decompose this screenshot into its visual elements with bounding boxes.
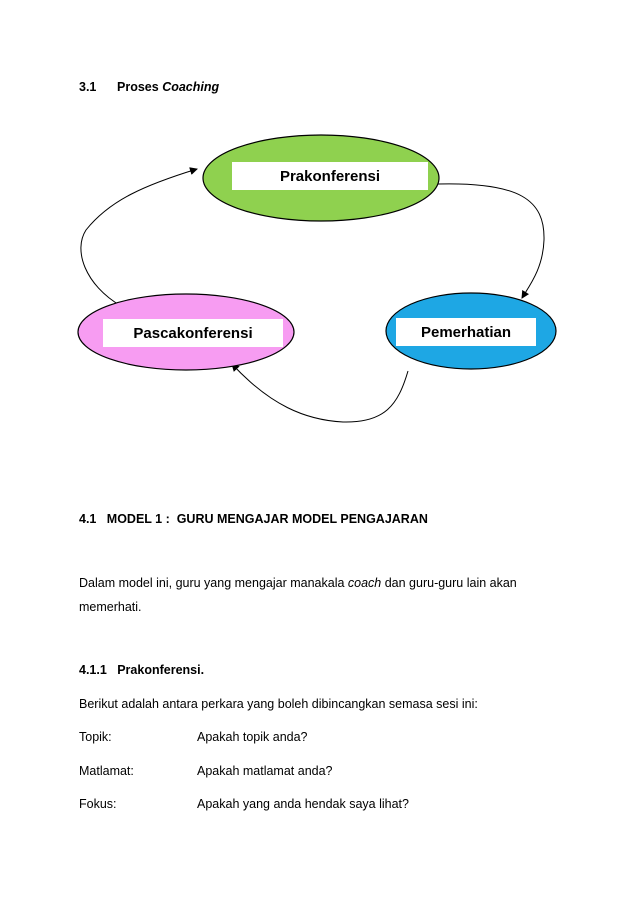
intro-line-2: memerhati. bbox=[79, 600, 142, 614]
intro-part-1: Dalam model ini, guru yang mengajar manakala bbox=[79, 576, 348, 590]
arrow-pemerhatian-to-pascakonferensi bbox=[232, 364, 408, 422]
term-question: Apakah topik anda? bbox=[197, 730, 308, 744]
node-pemerhatian-label: Pemerhatian bbox=[420, 324, 512, 341]
term-label: Matlamat: bbox=[79, 764, 134, 778]
section-lead-text: Berikut adalah antara perkara yang boleh dibincangkan semasa sesi ini: bbox=[79, 697, 478, 711]
arrow-pascakonferensi-to-prakonferensi bbox=[81, 169, 197, 306]
node-pemerhatian bbox=[386, 293, 556, 369]
section-4-1-1-heading: 4.1.1 Prakonferensi. bbox=[79, 663, 205, 677]
section-title-italic: Coaching bbox=[162, 80, 220, 94]
node-prakonferensi bbox=[203, 135, 439, 221]
node-pascakonferensi bbox=[78, 294, 294, 370]
term-label: Fokus: bbox=[79, 797, 117, 811]
intro-italic-coach: coach bbox=[347, 576, 382, 590]
node-pascakonferensi-label: Pascakonferensi bbox=[133, 325, 253, 342]
intro-line-1 bbox=[79, 573, 563, 594]
term-label: Topik: bbox=[79, 730, 112, 744]
intro-text-1 bbox=[79, 573, 517, 594]
arrow-prakonferensi-to-pemerhatian bbox=[438, 184, 544, 298]
term-question: Apakah yang anda hendak saya lihat? bbox=[197, 797, 409, 811]
intro-part-2: dan guru-guru lain akan bbox=[381, 576, 517, 590]
section-number: 3.1 bbox=[79, 80, 97, 94]
section-title-text: Proses bbox=[117, 80, 159, 94]
section-4-1-heading: 4.1 MODEL 1 : GURU MENGAJAR MODEL PENGAJARAN bbox=[79, 512, 428, 526]
intro-paragraph bbox=[79, 573, 563, 618]
node-prakonferensi-label: Prakonferensi bbox=[279, 168, 381, 185]
term-question: Apakah matlamat anda? bbox=[197, 764, 333, 778]
